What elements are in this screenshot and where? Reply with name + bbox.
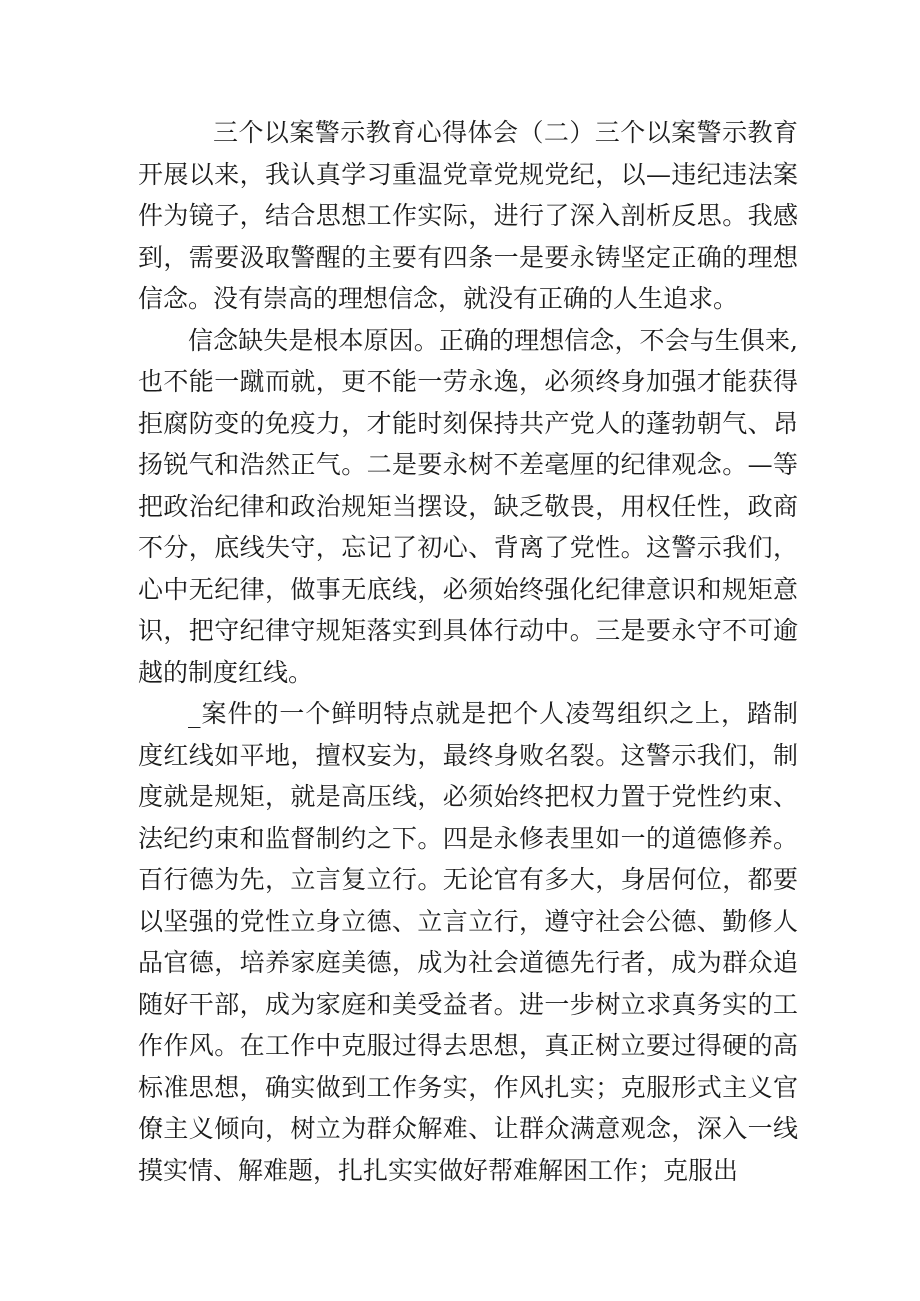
paragraph-2: 信念缺失是根本原因。正确的理想信念，不会与生俱来,也不能一蹴而就，更不能一劳永逸，必须终身加强才能获得拒腐防变的免疫力，才能时刻保持共产党人的蓬勃朝气、昂扬锐气和浩然正气。二是要永树不差毫厘的纪律观念。—等把政治纪律和政治规矩当摆设，缺乏敬畏，用权任性，政商不分，底线失守，忘记了初心、背离了党性。这警示我们，心中无纪律，做事无底线，必须始终强化纪律意识和规矩意识，把守纪律守规矩落实到具体行动中。三是要永守不可逾越的制度红线。 [138, 325, 798, 687]
body-text [138, 112, 798, 1191]
paragraph-1: 三个以案警示教育心得体会（二）三个以案警示教育开展以来，我认真学习重温党章党规党纪，以—违纪违法案件为镜子，结合思想工作实际，进行了深入剖析反思。我感到，需要汲取警醒的主要有四条一是要永铸坚定正确的理想信念。没有崇高的理想信念，就没有正确的人生追求。 [138, 118, 798, 313]
paragraph-3: _案件的一个鲜明特点就是把个人凌驾组织之上，踏制度红线如平地，擅权妄为，最终身败名裂。这警示我们，制度就是规矩，就是高压线，必须始终把权力置于党性约束、法纪约束和监督制约之下。四是永修表里如一的道德修养。百行德为先，立言复立行。无论官有多大，身居何位，都要以坚强的党性立身立德、立言立行，遵守社会公德、勤修人品官德，培养家庭美德，成为社会道德先行者，成为群众追随好干部，成为家庭和美受益者。进一步树立求真务实的工作作风。在工作中克服过得去思想，真正树立要过得硬的高标准思想，确实做到工作务实，作风扎实；克服形式主义官僚主义倾向，树立为群众解难、让群众满意观念，深入一线摸实情、解难题，扎扎实实做好帮难解困工作；克服出 [138, 699, 798, 1185]
